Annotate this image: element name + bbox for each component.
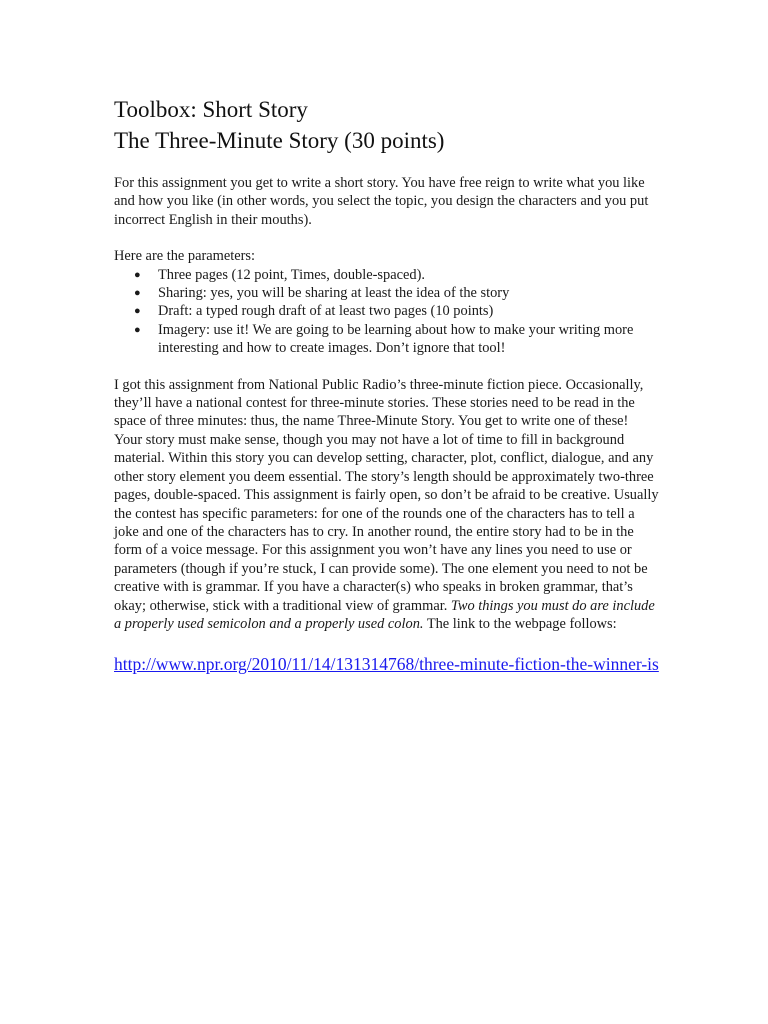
bullet-icon: ● <box>134 305 141 318</box>
bullet-icon: ● <box>134 268 141 281</box>
body-main-text: I got this assignment from National Public Radio’s three-minute fiction piece. Occasionally, they’ll have a national contest for three-minute stories. These stories need to be read in the space of three minutes: thus, the name Three-Minute Story. You get to write one of these! Your story must make sense, though you may not have a lot of time to fill in background material. Within this story you can develop setting, character, plot, conflict, dialogue, and any other story element you deem essential. The story’s length should be approximately two-three pages, double-spaced. This assignment is fairly open, so don’t be afraid to be creative. Usually the contest has specific parameters: for one of the rounds one of the characters has to tell a joke and one of the characters has to cry. In another round, the entire story had to be in the form of a voice message. For this assignment you won’t have any lines you need to use or parameters (though if you’re stuck, I can provide some). The one element you need to not be creative with is grammar. If you have a character(s) who speaks in broken grammar, that’s okay; otherwise, stick with a traditional view of grammar. <box>114 376 659 614</box>
npr-link[interactable]: http://www.npr.org/2010/11/14/131314768/three-minute-fiction-the-winner-is <box>114 654 659 675</box>
body-closing-text: The link to the webpage follows: <box>423 615 617 632</box>
parameter-text: Imagery: use it! We are going to be learning about how to make your writing more interesting and how to create images. Don’t ignore that tool! <box>158 321 634 357</box>
parameters-heading: Here are the parameters: <box>114 248 256 265</box>
parameter-text: Sharing: yes, you will be sharing at least the idea of the story <box>158 285 510 302</box>
title-line-2: The Three-Minute Story (30 points) <box>114 128 445 153</box>
document-content <box>114 94 659 675</box>
list-item <box>134 266 659 284</box>
body-emphasis-text: Two things you must do are include a properly used semicolon and a properly used colon. <box>114 597 655 632</box>
parameters-list <box>114 266 659 358</box>
document-title <box>114 94 659 156</box>
link-container <box>114 653 659 675</box>
list-item <box>134 284 659 302</box>
bullet-icon: ● <box>134 323 141 336</box>
title-line-1: Toolbox: Short Story <box>114 97 308 122</box>
body-paragraph <box>114 376 659 634</box>
intro-paragraph: For this assignment you get to write a short story. You have free reign to write what you like and how you like (in other words, you select the topic, you design the characters and you put incorrect English in their mouths). <box>114 175 649 228</box>
bullet-icon: ● <box>134 287 141 300</box>
parameter-text: Draft: a typed rough draft of at least two pages (10 points) <box>158 303 494 320</box>
list-item <box>134 302 659 320</box>
parameter-text: Three pages (12 point, Times, double-spaced). <box>158 266 425 283</box>
list-item <box>134 321 659 358</box>
